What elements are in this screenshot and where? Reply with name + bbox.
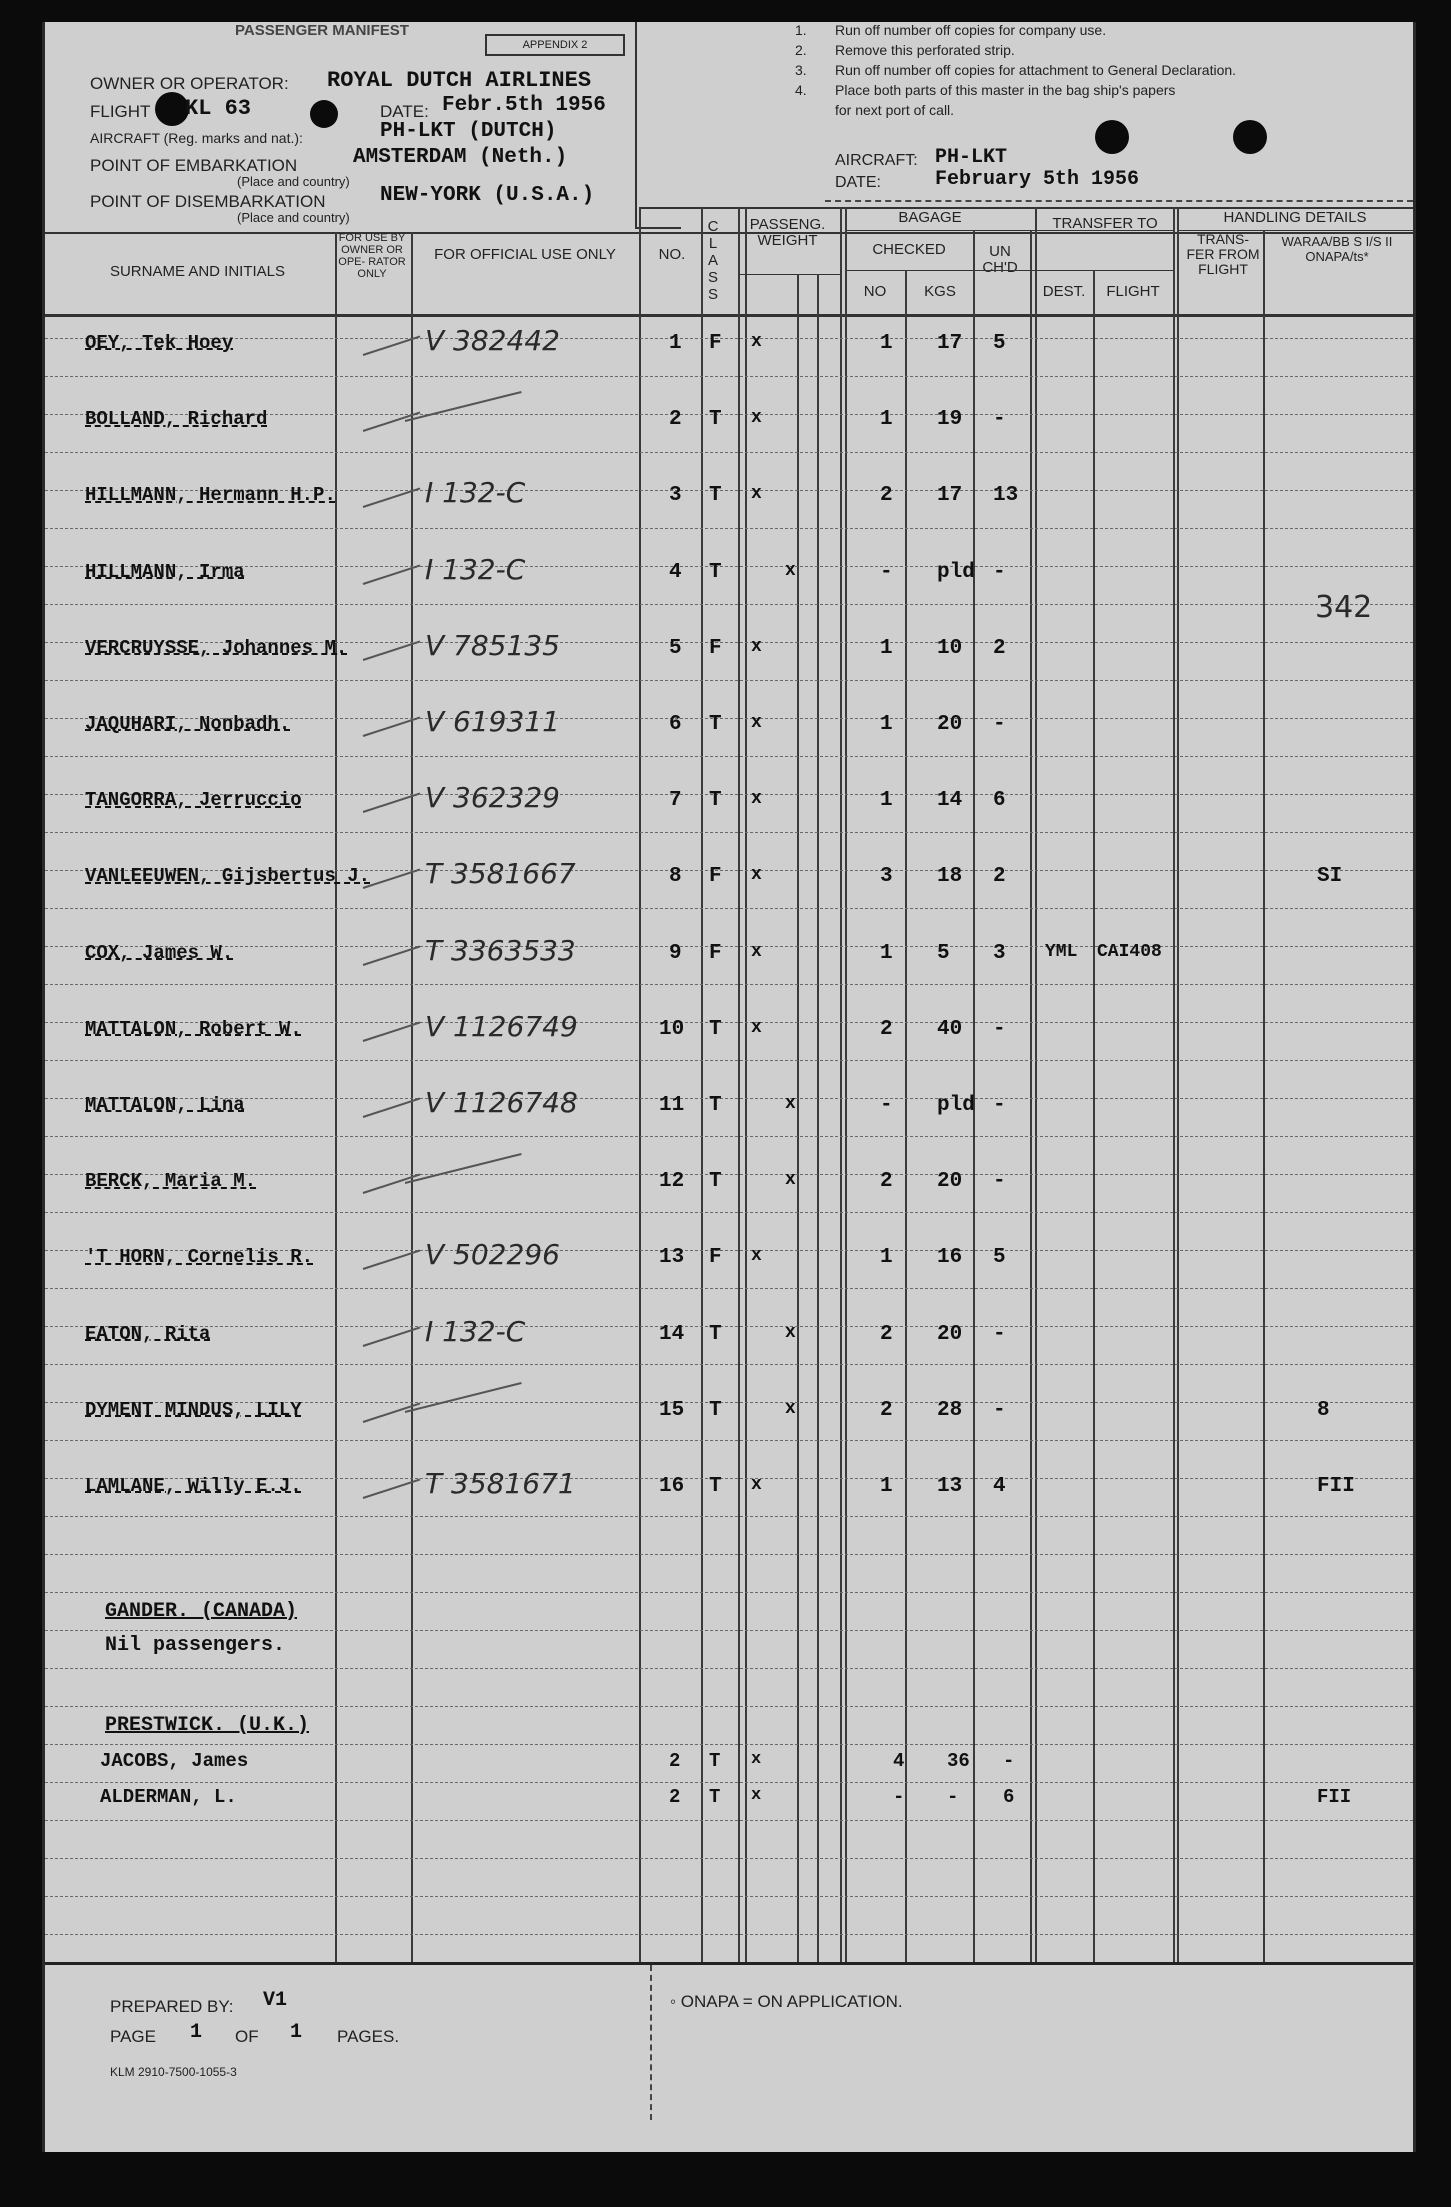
row-rule bbox=[45, 566, 1413, 567]
appendix-box: APPENDIX 2 bbox=[485, 34, 625, 56]
col-transfer-from-header: TRANS- FER FROM FLIGHT bbox=[1186, 231, 1260, 277]
official-use-number: V 1126748 bbox=[425, 1086, 578, 1119]
unchecked-bags: - bbox=[993, 1322, 1006, 1346]
class-code: F bbox=[709, 1246, 722, 1270]
of-label: OF bbox=[235, 2027, 259, 2046]
disembark-value: NEW-YORK (U.S.A.) bbox=[380, 184, 595, 207]
class-code: T bbox=[709, 1786, 721, 1808]
col-checked-header: CHECKED bbox=[872, 241, 946, 258]
col-checked-no-header: NO bbox=[863, 283, 887, 300]
weight-mark: x bbox=[751, 408, 762, 429]
passenger-name: ALDERMAN, L. bbox=[100, 1786, 237, 1808]
passenger-name: MATTALON, Robert W. bbox=[85, 1017, 302, 1040]
handling-detail: FII bbox=[1317, 1475, 1355, 1498]
bags-kgs: - bbox=[947, 1786, 959, 1808]
row-rule bbox=[45, 1098, 1413, 1099]
weight-mark: x bbox=[785, 1094, 796, 1114]
row-rule bbox=[45, 338, 1413, 339]
passenger-name: HILLMANN, Hermann H.P. bbox=[85, 484, 336, 507]
bags-kgs: pld bbox=[937, 560, 975, 584]
passenger-name: OEY, Tek Hoey bbox=[85, 332, 234, 354]
passenger-number: 2 bbox=[669, 1750, 681, 1772]
passenger-name: COX, James W. bbox=[85, 941, 234, 964]
row-rule bbox=[45, 1744, 1413, 1745]
unchecked-bags: - bbox=[993, 560, 1006, 584]
weight-mark: x bbox=[785, 1322, 796, 1343]
bags-kgs: 13 bbox=[937, 1475, 963, 1498]
class-code: T bbox=[709, 484, 722, 508]
passenger-name: EATON, Rita bbox=[85, 1322, 211, 1345]
column-line bbox=[639, 207, 641, 1962]
bags-count: 2 bbox=[880, 1322, 893, 1346]
transfer-flight: CAI408 bbox=[1097, 941, 1162, 962]
passenger-number: 10 bbox=[659, 1017, 685, 1041]
instruction-text: Run off number off copies for attachment to General Declaration. bbox=[835, 62, 1237, 78]
bags-kgs: pld bbox=[937, 1094, 975, 1117]
passenger-name: MATTALON, Lina bbox=[85, 1094, 245, 1116]
strip-date-label: DATE: bbox=[835, 174, 881, 191]
official-use-number: V 502296 bbox=[425, 1238, 560, 1272]
class-code: T bbox=[709, 713, 722, 736]
row-rule bbox=[45, 1554, 1413, 1555]
row-rule bbox=[45, 1706, 1413, 1707]
prestwick-title: PRESTWICK. (U.K.) bbox=[105, 1714, 310, 1737]
passenger-number: 14 bbox=[659, 1322, 685, 1346]
official-use-number: I 132-C bbox=[425, 552, 526, 586]
column-line bbox=[905, 270, 907, 1962]
form-title: PASSENGER MANIFEST bbox=[235, 22, 409, 39]
gander-title: GANDER. (CANADA) bbox=[105, 1600, 298, 1623]
column-line bbox=[1093, 270, 1095, 1962]
bags-kgs: 20 bbox=[937, 1322, 963, 1346]
punch-hole bbox=[1095, 120, 1129, 154]
passenger-number: 2 bbox=[669, 408, 682, 432]
page-total: 1 bbox=[290, 2021, 303, 2044]
row-rule bbox=[45, 528, 1413, 529]
instruction-text: for next port of call. bbox=[835, 102, 955, 118]
official-use-number: T 3581667 bbox=[425, 857, 576, 891]
weight-mark: x bbox=[751, 636, 762, 657]
bags-count: 2 bbox=[880, 1017, 893, 1041]
class-code: T bbox=[709, 1398, 722, 1422]
unchecked-bags: 5 bbox=[993, 1246, 1006, 1270]
header-rule bbox=[45, 314, 1413, 317]
bags-kgs: 20 bbox=[937, 1170, 963, 1194]
class-code: T bbox=[709, 408, 722, 432]
instruction-text: Place both parts of this master in the bag ship's papers bbox=[835, 82, 1176, 98]
weight-mark: x bbox=[751, 713, 762, 733]
official-use-number: V 382442 bbox=[425, 324, 560, 357]
bags-kgs: 28 bbox=[937, 1398, 963, 1422]
row-rule bbox=[45, 1136, 1413, 1137]
pages-label: PAGES. bbox=[337, 2027, 400, 2046]
header-rule bbox=[845, 270, 1175, 271]
row-rule bbox=[45, 1288, 1413, 1289]
passenger-name: BERCK, Maria M. bbox=[85, 1170, 257, 1193]
passenger-number: 1 bbox=[669, 332, 682, 355]
row-rule bbox=[45, 376, 1413, 377]
passenger-number: 8 bbox=[669, 865, 682, 889]
unchecked-bags: 2 bbox=[993, 636, 1006, 660]
bags-count: 1 bbox=[880, 713, 893, 736]
passenger-name: JAQUHARI, Nonbadh. bbox=[85, 713, 291, 735]
class-code: T bbox=[709, 1017, 722, 1041]
passenger-name: LAMLANE, Willy E.J. bbox=[85, 1475, 302, 1497]
col-weight-header: PASSENG. WEIGHT bbox=[749, 216, 826, 249]
class-code: T bbox=[709, 1475, 722, 1498]
passenger-number: 16 bbox=[659, 1475, 685, 1498]
onapa-note-text: ONAPA = ON APPLICATION. bbox=[680, 1992, 903, 2011]
row-rule bbox=[45, 1592, 1413, 1593]
bags-count: 2 bbox=[880, 1170, 893, 1194]
official-use-line bbox=[405, 391, 522, 422]
onapa-bullet: ◦ bbox=[670, 1992, 681, 2011]
bags-count: 1 bbox=[880, 1475, 893, 1498]
row-rule bbox=[45, 1516, 1413, 1517]
column-line bbox=[840, 207, 842, 1962]
class-code: T bbox=[709, 560, 722, 584]
footer-divider bbox=[650, 1965, 652, 2120]
unchecked-bags: - bbox=[993, 1398, 1006, 1422]
row-rule bbox=[45, 1782, 1413, 1783]
weight-mark: x bbox=[751, 484, 762, 505]
passenger-name: VERCRUYSSE, Johannes M. bbox=[85, 636, 348, 659]
bags-count: 1 bbox=[880, 941, 893, 965]
bags-count: - bbox=[880, 560, 893, 584]
class-code: F bbox=[709, 941, 722, 965]
handling-detail: 8 bbox=[1317, 1398, 1330, 1422]
bags-count: 1 bbox=[880, 332, 893, 355]
unchecked-bags: 6 bbox=[1003, 1786, 1015, 1808]
weight-mark: x bbox=[785, 560, 796, 581]
instruction-text: Run off number off copies for company use. bbox=[835, 22, 1107, 38]
transfer-dest: YML bbox=[1045, 941, 1078, 962]
unchecked-bags: - bbox=[1003, 1750, 1015, 1772]
col-owner-use-header: FOR USE BY OWNER OR OPE- RATOR ONLY bbox=[338, 232, 406, 280]
column-line bbox=[1035, 207, 1037, 1962]
col-flight-header: FLIGHT bbox=[1106, 283, 1160, 300]
owner-label: OWNER OR OPERATOR: bbox=[90, 74, 289, 93]
page-number: 1 bbox=[190, 2021, 203, 2044]
column-line bbox=[738, 207, 740, 1962]
handling-detail: SI bbox=[1317, 865, 1343, 889]
row-rule bbox=[45, 1364, 1413, 1365]
bags-count: 4 bbox=[893, 1750, 905, 1772]
column-line bbox=[1177, 207, 1179, 1962]
row-rule bbox=[45, 908, 1413, 909]
col-unchd-header: UN CH'D bbox=[982, 243, 1018, 276]
passenger-number: 13 bbox=[659, 1246, 685, 1270]
instruction-text: Remove this perforated strip. bbox=[835, 42, 1015, 58]
strip-aircraft-label: AIRCRAFT: bbox=[835, 152, 918, 169]
bags-kgs: 16 bbox=[937, 1246, 963, 1270]
column-line bbox=[745, 207, 747, 1962]
margin-note: 342 bbox=[1315, 590, 1373, 625]
row-rule bbox=[45, 452, 1413, 453]
instruction-number: 2. bbox=[795, 42, 807, 58]
prepared-value: V1 bbox=[263, 1989, 288, 2012]
bags-kgs: 17 bbox=[937, 484, 963, 508]
official-use-line bbox=[405, 1153, 522, 1184]
bags-kgs: 14 bbox=[937, 789, 963, 813]
header-rule bbox=[1177, 230, 1413, 231]
gander-note: Nil passengers. bbox=[105, 1634, 286, 1657]
row-rule bbox=[45, 984, 1413, 985]
weight-mark: x bbox=[751, 332, 762, 352]
bags-kgs: 18 bbox=[937, 865, 963, 889]
passenger-number: 15 bbox=[659, 1398, 685, 1422]
page-label: PAGE bbox=[110, 2027, 156, 2046]
bags-count: 2 bbox=[880, 484, 893, 508]
weight-mark: x bbox=[751, 865, 762, 886]
unchecked-bags: - bbox=[993, 1094, 1006, 1117]
column-line bbox=[1173, 207, 1175, 1962]
bags-kgs: 20 bbox=[937, 713, 963, 736]
unchecked-bags: - bbox=[993, 713, 1006, 736]
bags-count: 1 bbox=[880, 1246, 893, 1270]
row-rule bbox=[45, 1668, 1413, 1669]
passenger-name: VANLEEUWEN, Gijsbertus J. bbox=[85, 865, 371, 888]
col-surname-header: SURNAME AND INITIALS bbox=[109, 263, 286, 280]
column-line bbox=[845, 207, 847, 1962]
row-rule bbox=[45, 680, 1413, 681]
strip-aircraft-value: PH-LKT bbox=[935, 146, 1008, 169]
row-rule bbox=[45, 1060, 1413, 1061]
prepared-label: PREPARED BY: bbox=[110, 1997, 234, 2016]
row-rule bbox=[45, 1630, 1413, 1631]
weight-mark: x bbox=[751, 1475, 762, 1495]
class-code: T bbox=[709, 1170, 722, 1194]
bags-kgs: 10 bbox=[937, 636, 963, 660]
handling-detail: FII bbox=[1317, 1786, 1352, 1808]
weight-mark: x bbox=[751, 1246, 762, 1267]
official-use-number: V 362329 bbox=[425, 781, 560, 815]
unchecked-bags: - bbox=[993, 1170, 1006, 1194]
passenger-name: JACOBS, James bbox=[100, 1750, 249, 1772]
column-line bbox=[701, 207, 703, 1962]
class-code: T bbox=[709, 1750, 721, 1772]
passenger-name: HILLMANN, Irma bbox=[85, 560, 245, 583]
col-kgs-header: KGS bbox=[924, 283, 956, 300]
weight-mark: x bbox=[751, 1786, 762, 1805]
bags-kgs: 19 bbox=[937, 408, 963, 432]
passenger-number: 9 bbox=[669, 941, 682, 965]
row-rule bbox=[45, 946, 1413, 947]
weight-mark: x bbox=[751, 1017, 762, 1038]
unchecked-bags: 3 bbox=[993, 941, 1006, 965]
bags-count: 3 bbox=[880, 865, 893, 889]
class-code: F bbox=[709, 636, 722, 660]
header-rule bbox=[740, 274, 840, 275]
instruction-number: 1. bbox=[795, 22, 807, 38]
unchecked-bags: 5 bbox=[993, 332, 1006, 355]
passenger-name: TANGORRA, Jerruccio bbox=[85, 789, 302, 812]
header-divider bbox=[635, 22, 637, 227]
official-use-number: I 132-C bbox=[425, 476, 526, 510]
place-country-note: (Place and country) bbox=[237, 174, 350, 189]
embark-value: AMSTERDAM (Neth.) bbox=[353, 146, 568, 169]
passenger-number: 2 bbox=[669, 1786, 681, 1808]
official-use-number: T 3363533 bbox=[425, 933, 576, 967]
header-divider bbox=[635, 227, 681, 229]
disembark-label: POINT OF DISEMBARKATION bbox=[90, 192, 326, 211]
bags-count: 1 bbox=[880, 636, 893, 660]
bags-count: - bbox=[880, 1094, 893, 1117]
class-code: F bbox=[709, 332, 722, 355]
footer-rule bbox=[45, 1962, 1413, 1965]
official-use-number: V 1126749 bbox=[425, 1009, 578, 1043]
col-bagage-header: BAGAGE bbox=[898, 209, 962, 226]
official-use-line bbox=[405, 1382, 522, 1413]
bags-count: 1 bbox=[880, 789, 893, 813]
row-rule bbox=[45, 756, 1413, 757]
passenger-number: 5 bbox=[669, 636, 682, 660]
weight-mark: x bbox=[751, 1750, 762, 1769]
owner-value: ROYAL DUTCH AIRLINES bbox=[327, 68, 592, 93]
class-code: T bbox=[709, 1322, 722, 1346]
instruction-number: 4. bbox=[795, 82, 807, 98]
aircraft-label: AIRCRAFT (Reg. marks and nat.): bbox=[90, 130, 303, 146]
manifest-sheet bbox=[42, 22, 1416, 2152]
col-official-header: FOR OFFICIAL USE ONLY bbox=[434, 246, 616, 263]
passenger-name: BOLLAND, Richard bbox=[85, 408, 268, 431]
passenger-name: DYMENT MINDUS, LILY bbox=[85, 1398, 302, 1421]
class-code: T bbox=[709, 1094, 722, 1117]
weight-mark: x bbox=[785, 1170, 796, 1191]
weight-mark: x bbox=[751, 789, 762, 810]
punch-hole bbox=[155, 92, 189, 126]
bags-kgs: 5 bbox=[937, 941, 950, 965]
bags-kgs: 36 bbox=[947, 1750, 970, 1772]
form-code: KLM 2910-7500-1055-3 bbox=[110, 2065, 237, 2079]
perforation-line bbox=[825, 200, 1413, 202]
bags-count: 2 bbox=[880, 1398, 893, 1422]
row-rule bbox=[45, 1440, 1413, 1441]
col-no-header: NO. bbox=[658, 246, 686, 263]
flight-label: FLIGHT bbox=[90, 102, 151, 121]
unchecked-bags: - bbox=[993, 408, 1006, 432]
punch-hole bbox=[1233, 120, 1267, 154]
onapa-note bbox=[670, 1992, 903, 2012]
row-rule bbox=[45, 604, 1413, 605]
col-handling-header: HANDLING DETAILS bbox=[1223, 209, 1367, 226]
flight-value: KL 63 bbox=[185, 96, 252, 121]
row-rule bbox=[45, 1858, 1413, 1859]
col-waraa-header: WARAA/BB S I/S II ONAPA/ts* bbox=[1281, 234, 1393, 264]
row-rule bbox=[45, 1896, 1413, 1897]
unchecked-bags: 4 bbox=[993, 1475, 1006, 1498]
embark-label: POINT OF EMBARKATION bbox=[90, 156, 298, 175]
header-rule bbox=[845, 230, 1175, 231]
strip-date-value: February 5th 1956 bbox=[935, 168, 1140, 191]
official-use-number: T 3581671 bbox=[425, 1467, 576, 1500]
passenger-number: 7 bbox=[669, 789, 682, 813]
passenger-name: 'T HORN, Cornelis R. bbox=[85, 1246, 314, 1269]
bags-kgs: 40 bbox=[937, 1017, 963, 1041]
instruction-number: 3. bbox=[795, 62, 807, 78]
row-rule bbox=[45, 1212, 1413, 1213]
punch-hole bbox=[310, 100, 338, 128]
row-rule bbox=[45, 832, 1413, 833]
row-rule bbox=[45, 1820, 1413, 1821]
col-class-header: C L A S S bbox=[707, 218, 719, 303]
class-code: F bbox=[709, 865, 722, 889]
official-use-number: V 619311 bbox=[425, 705, 560, 738]
col-transfer-to-header: TRANSFER TO bbox=[1052, 215, 1158, 232]
bags-count: - bbox=[893, 1786, 905, 1808]
bags-count: 1 bbox=[880, 408, 893, 432]
col-dest-header: DEST. bbox=[1042, 283, 1086, 300]
passenger-number: 6 bbox=[669, 713, 682, 736]
official-use-number: I 132-C bbox=[425, 1314, 526, 1348]
place-country-note: (Place and country) bbox=[237, 210, 350, 225]
date-label: DATE: bbox=[380, 102, 429, 121]
passenger-number: 3 bbox=[669, 484, 682, 508]
row-rule bbox=[45, 1326, 1413, 1327]
bags-kgs: 17 bbox=[937, 332, 963, 355]
passenger-number: 11 bbox=[659, 1094, 685, 1117]
unchecked-bags: - bbox=[993, 1017, 1006, 1041]
unchecked-bags: 6 bbox=[993, 789, 1006, 813]
unchecked-bags: 2 bbox=[993, 865, 1006, 889]
official-use-number: V 785135 bbox=[425, 628, 560, 662]
date-value: Febr.5th 1956 bbox=[442, 94, 606, 117]
passenger-number: 12 bbox=[659, 1170, 685, 1194]
weight-mark: x bbox=[785, 1398, 796, 1419]
unchecked-bags: 13 bbox=[993, 484, 1019, 508]
aircraft-value: PH-LKT (DUTCH) bbox=[380, 120, 557, 143]
class-code: T bbox=[709, 789, 722, 813]
row-rule bbox=[45, 1934, 1413, 1935]
passenger-number: 4 bbox=[669, 560, 682, 584]
weight-mark: x bbox=[751, 941, 762, 962]
